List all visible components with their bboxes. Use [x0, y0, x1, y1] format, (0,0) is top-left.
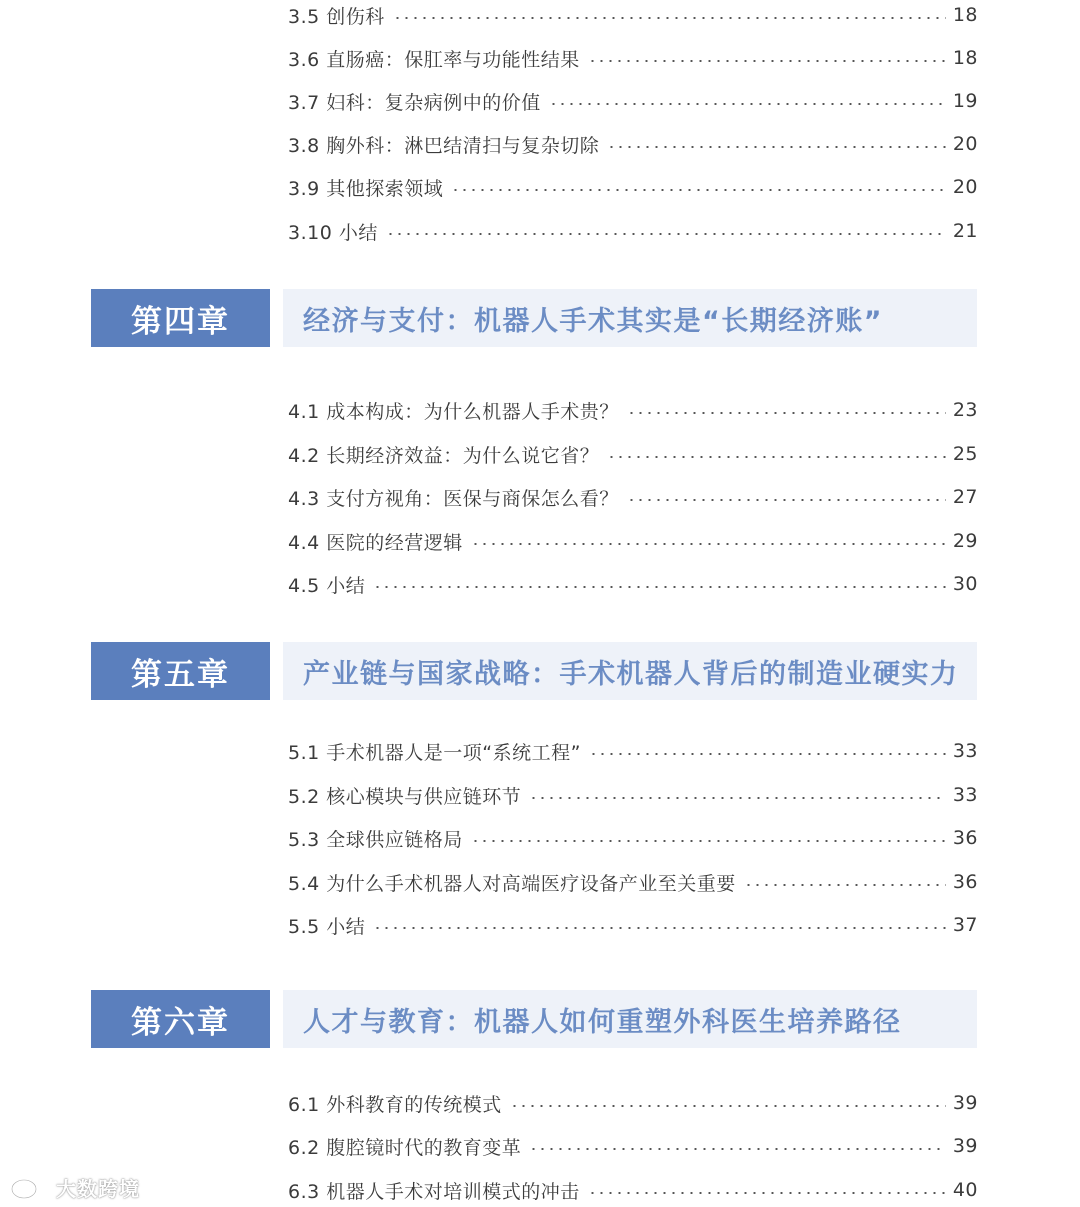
toc-entry-5-5[interactable]	[288, 910, 978, 940]
toc-entry-5-2[interactable]	[288, 780, 978, 810]
dot-leader	[471, 840, 946, 842]
page-number: 36	[952, 871, 978, 893]
toc-entry-3-9[interactable]	[288, 172, 978, 202]
toc-entry-3-6[interactable]	[288, 43, 978, 73]
entry-title: 6.1 外科教育的传统模式	[288, 1093, 502, 1116]
toc-entry-5-1[interactable]	[288, 736, 978, 766]
page-number: 20	[952, 133, 978, 155]
page-number: 18	[952, 4, 978, 26]
dot-leader	[471, 543, 946, 545]
toc-entry-3-10[interactable]	[288, 216, 978, 246]
entry-title: 4.4 医院的经营逻辑	[288, 531, 463, 554]
dot-leader	[588, 60, 946, 62]
entry-title: 3.10 小结	[288, 221, 378, 244]
entry-title: 4.1 成本构成：为什么机器人手术贵？	[288, 400, 619, 423]
chapter-5-badge: 第五章	[91, 642, 270, 700]
entry-title: 6.2 腹腔镜时代的教育变革	[288, 1136, 522, 1159]
page-number: 33	[952, 784, 978, 806]
chapter-6-badge: 第六章	[91, 990, 270, 1048]
page-number: 37	[952, 914, 978, 936]
toc-entry-3-8[interactable]	[288, 129, 978, 159]
watermark-text: 大数跨境	[56, 1176, 140, 1201]
entry-title: 5.5 小结	[288, 915, 366, 938]
page-number: 40	[952, 1179, 978, 1201]
page-number: 18	[952, 47, 978, 69]
toc-entry-4-2[interactable]	[288, 439, 978, 469]
chapter-4-title: 经济与支付：机器人手术其实是“长期经济账”	[283, 289, 977, 347]
page-number: 19	[952, 90, 978, 112]
page-number: 39	[952, 1092, 978, 1114]
toc-entry-4-4[interactable]	[288, 526, 978, 556]
toc-entry-3-5[interactable]	[288, 0, 978, 30]
entry-title: 3.9 其他探索领域	[288, 177, 444, 200]
chapter-6-title: 人才与教育：机器人如何重塑外科医生培养路径	[283, 990, 977, 1048]
toc-entry-6-3[interactable]	[288, 1175, 978, 1205]
entry-title: 4.3 支付方视角：医保与商保怎么看？	[288, 487, 619, 510]
toc-entry-4-5[interactable]	[288, 569, 978, 599]
entry-title: 5.3 全球供应链格局	[288, 828, 463, 851]
entry-title: 3.8 胸外科：淋巴结清扫与复杂切除	[288, 134, 600, 157]
dot-leader	[451, 189, 946, 191]
dot-leader	[373, 927, 946, 929]
dot-leader	[510, 1105, 946, 1107]
entry-title: 4.2 长期经济效益：为什么说它省？	[288, 444, 600, 467]
entry-title: 5.4 为什么手术机器人对高端医疗设备产业至关重要	[288, 872, 736, 895]
dot-leader	[529, 797, 946, 799]
toc-entry-4-1[interactable]	[288, 395, 978, 425]
page-number: 30	[952, 573, 978, 595]
page-number: 27	[952, 486, 978, 508]
page-number: 25	[952, 443, 978, 465]
chapter-4-badge: 第四章	[91, 289, 270, 347]
dot-leader	[627, 412, 946, 414]
dot-leader	[589, 753, 946, 755]
page-number: 36	[952, 827, 978, 849]
toc-entry-3-7[interactable]	[288, 86, 978, 116]
dot-leader	[549, 103, 946, 105]
dot-leader	[386, 233, 946, 235]
page-number: 21	[952, 220, 978, 242]
dot-leader	[529, 1148, 946, 1150]
weibo-icon	[10, 1174, 50, 1200]
dot-leader	[393, 17, 946, 19]
dot-leader	[744, 884, 946, 886]
entry-title: 3.5 创伤科	[288, 5, 385, 28]
dot-leader	[627, 499, 946, 501]
chapter-5-title: 产业链与国家战略：手术机器人背后的制造业硬实力	[283, 642, 977, 700]
toc-entry-6-2[interactable]	[288, 1131, 978, 1161]
toc-entry-4-3[interactable]	[288, 482, 978, 512]
toc-entry-6-1[interactable]	[288, 1088, 978, 1118]
watermark	[10, 1172, 140, 1202]
dot-leader	[607, 456, 946, 458]
entry-title: 5.2 核心模块与供应链环节	[288, 785, 522, 808]
entry-title: 5.1 手术机器人是一项“系统工程”	[288, 741, 581, 764]
page-number: 20	[952, 176, 978, 198]
entry-title: 4.5 小结	[288, 574, 366, 597]
page-number: 39	[952, 1135, 978, 1157]
dot-leader	[588, 1192, 946, 1194]
dot-leader	[373, 586, 946, 588]
toc-entry-5-4[interactable]	[288, 867, 978, 897]
entry-title: 3.6 直肠癌：保肛率与功能性结果	[288, 48, 580, 71]
entry-title: 3.7 妇科：复杂病例中的价值	[288, 91, 541, 114]
dot-leader	[607, 146, 946, 148]
page-number: 29	[952, 530, 978, 552]
page-number: 23	[952, 399, 978, 421]
toc-entry-5-3[interactable]	[288, 823, 978, 853]
entry-title: 6.3 机器人手术对培训模式的冲击	[288, 1180, 580, 1203]
page-number: 33	[952, 740, 978, 762]
